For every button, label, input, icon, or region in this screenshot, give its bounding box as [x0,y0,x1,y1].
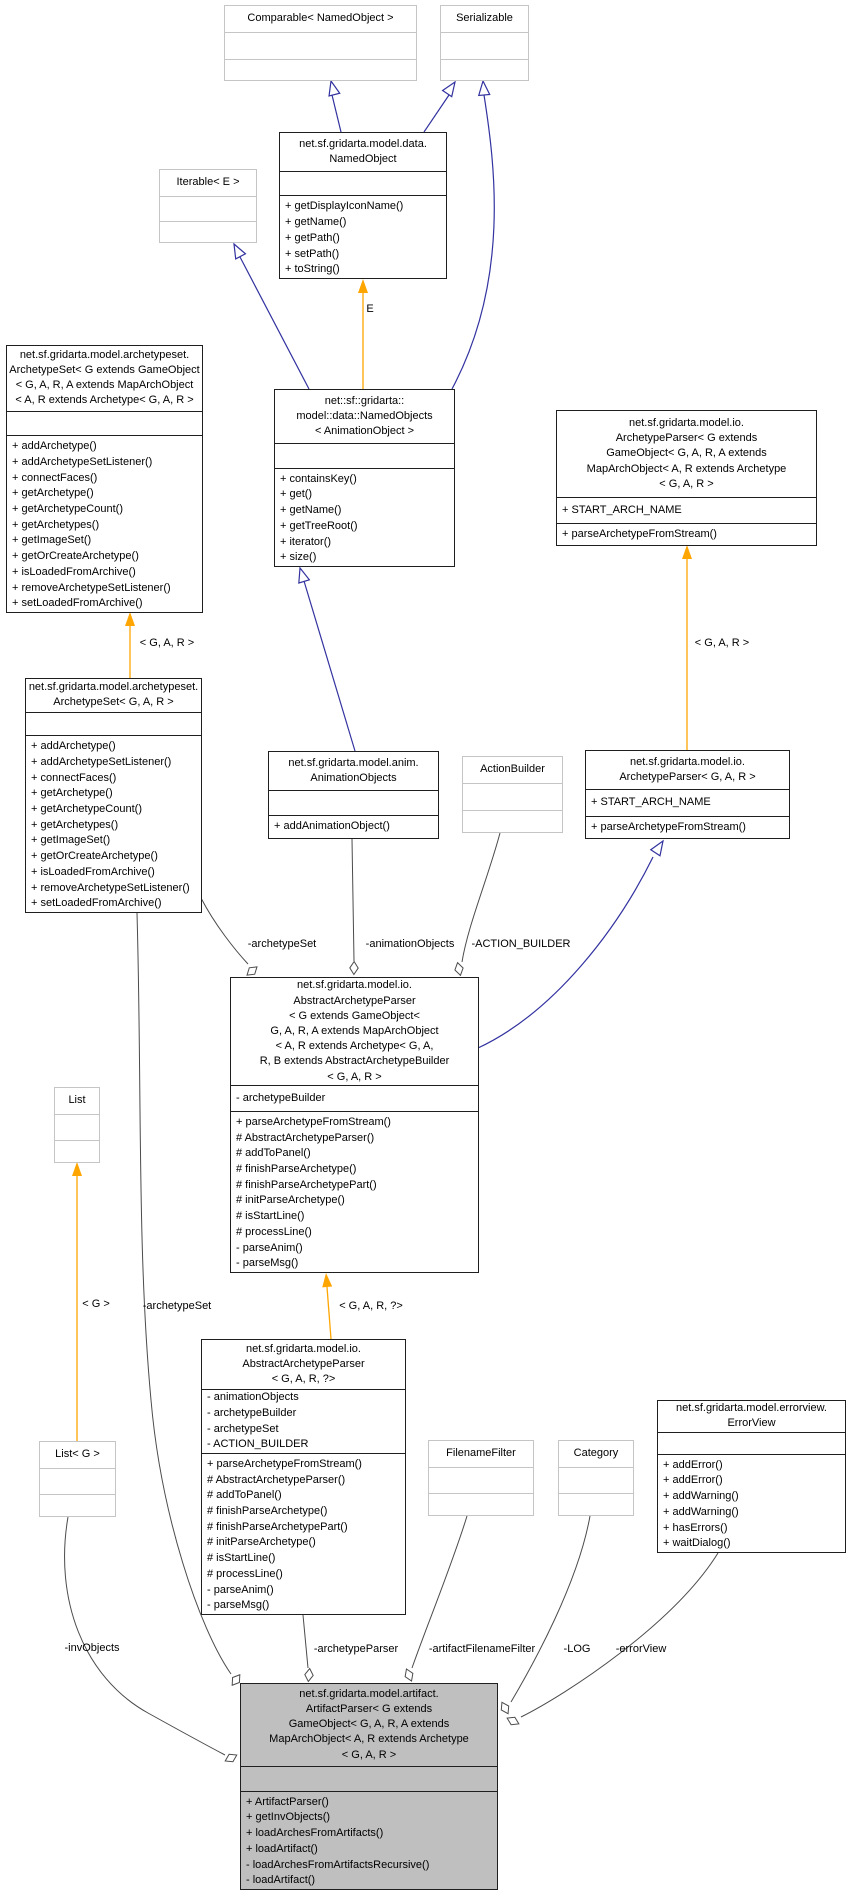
text-line: + containsKey() [280,472,357,485]
text-line: ErrorView [727,1417,776,1430]
text-line: net.sf.gridarta.model.artifact. [299,1687,439,1700]
text-line: + addArchetype() [31,740,116,753]
text-line: < G extends GameObject< [289,1009,420,1022]
text-line: - loadArtifact() [246,1874,316,1887]
class-title [160,170,256,196]
class-box-named-objects[interactable] [274,389,455,567]
template-arrow-icon [321,1273,332,1288]
edge-abstractparser-to-archetypeparser [478,857,653,1048]
text-line: < A, R extends Archetype< G, A, R > [15,394,194,407]
text-line: # finishParseArchetype() [207,1505,328,1518]
class-box-action-builder[interactable] [462,756,563,833]
text-line: + loadArtifact() [246,1842,318,1855]
text-line: model::data::NamedObjects [296,409,433,422]
class-methods [202,1453,405,1614]
text-line: + getArchetypes() [12,518,100,531]
edge-label-archetypeset: -archetypeSet [247,938,317,950]
edge-namedobject-to-serializable [424,95,449,132]
text-line: + getImageSet() [31,834,111,847]
text-line: # addToPanel() [207,1489,282,1502]
text-line: net.sf.gridarta.model.data. [299,138,427,150]
text-line: - parseMsg() [207,1599,270,1612]
class-attributes [160,196,256,221]
text-line: - archetypeSet [207,1422,279,1435]
class-attributes [658,1432,845,1454]
text-line: - animationObjects [207,1391,299,1404]
class-box-archetypeparser-interface[interactable] [556,410,817,546]
edge-label-artifactfilenamefilter: -artifactFilenameFilter [428,1643,536,1655]
text-line: # processLine() [207,1567,283,1580]
inheritance-arrow-icon [443,79,460,97]
class-methods [557,523,816,545]
text-line: + addError() [663,1474,723,1487]
aggregation-diamond-icon [453,962,464,977]
text-line: + iterator() [280,535,332,548]
text-line: + loadArchesFromArtifacts() [246,1827,384,1840]
text-line: # AbstractArchetypeParser() [236,1131,375,1144]
edge-namedobjects-to-serializable [452,95,494,389]
inheritance-arrow-icon [229,241,245,259]
text-line: + toString() [285,263,340,276]
text-line: net::sf::gridarta:: [324,394,405,407]
class-title [275,390,454,443]
text-line: ArtifactParser< G extends [305,1703,433,1716]
text-line: + getOrCreateArchetype() [31,850,158,863]
text-line: - parseAnim() [236,1241,303,1254]
text-line: # finishParseArchetype() [236,1163,357,1176]
text-line: + setPath() [285,247,340,260]
class-methods [586,816,789,838]
text-line: + getArchetypeCount() [31,803,142,816]
text-line: NamedObject [329,153,397,166]
text-line: AnimationObjects [310,772,397,784]
class-methods [231,1111,478,1272]
aggregation-diamond-icon [505,1714,520,1727]
text-line: MapArchObject< A, R extends Archetype [269,1733,469,1746]
text-line: ArchetypeSet< G, A, R > [53,696,174,709]
text-line: AbstractArchetypeParser [242,1357,365,1370]
text-line: + getPath() [285,231,340,244]
class-attributes [231,1085,478,1111]
class-methods [241,1791,497,1889]
text-line: + size() [280,551,317,564]
aggregation-diamond-icon [304,1668,314,1682]
class-title [7,346,202,411]
text-line: + isLoadedFromArchive() [12,565,136,578]
text-line: # finishParseArchetypePart() [207,1520,348,1533]
class-methods [160,221,256,242]
text-line: + getInvObjects() [246,1811,331,1824]
class-methods [559,1493,633,1515]
text-line: # processLine() [236,1225,312,1238]
text-line: # isStartLine() [207,1552,276,1565]
text-line: # initParseArchetype() [207,1536,316,1549]
text-line: < A, R extends Archetype< G, A, [275,1040,434,1053]
text-line: Category [573,1447,619,1460]
text-line: - loadArchesFromArtifactsRecursive() [246,1858,430,1871]
text-line: + addAnimationObject() [274,820,390,832]
class-attributes [225,32,416,59]
text-line: + get() [280,488,313,501]
class-box-archetypeset-interface[interactable] [6,345,203,613]
class-attributes [557,497,816,523]
text-line: - archetypeBuilder [207,1406,297,1419]
inheritance-arrow-icon [478,81,490,96]
class-title [269,752,438,790]
class-box-filename-filter[interactable] [428,1440,534,1516]
text-line: net.sf.gridarta.model.archetypeset. [19,348,190,361]
class-methods [269,815,438,838]
class-methods [26,735,201,912]
class-attributes [241,1766,497,1791]
text-line: List [68,1094,86,1107]
class-title [429,1441,533,1467]
class-title [441,6,528,32]
inheritance-arrow-icon [295,566,310,583]
edge-label-gar-right: < G, A, R > [694,637,750,649]
aggregation-diamond-icon [223,1751,238,1764]
text-line: + getArchetype() [31,787,113,800]
class-title [557,411,816,497]
edge-label-e: E [366,303,374,315]
class-methods [275,468,454,566]
text-line: + ArtifactParser() [246,1795,329,1808]
class-attributes [55,1114,99,1140]
class-title [202,1340,405,1389]
class-attributes [463,783,562,810]
class-methods [441,59,528,80]
edge-namedobject-to-comparable [332,95,341,132]
class-title [586,751,789,789]
text-line: net.sf.gridarta.model.io. [629,416,744,429]
class-title [241,1684,497,1766]
class-box-abstract-archetype-parser-instance[interactable] [201,1339,406,1615]
template-arrow-icon [358,279,368,293]
edge-label-archetypeparser: -archetypeParser [313,1643,399,1655]
template-arrow-icon [682,545,692,559]
class-methods [429,1493,533,1515]
usage-edges [65,833,718,1765]
text-line: G, A, R, A extends MapArchObject [270,1025,439,1038]
text-line: # isStartLine() [236,1210,305,1223]
text-line: + addArchetypeSetListener() [31,755,172,768]
class-box-category[interactable] [558,1440,634,1516]
text-line: + hasErrors() [663,1521,728,1534]
edge-label-gar-left: < G, A, R > [139,637,195,649]
edge-label-action-builder: -ACTION_BUILDER [471,938,571,950]
text-line: MapArchObject< A, R extends Archetype [586,462,787,475]
text-line: + getImageSet() [12,534,92,547]
text-line: # finishParseArchetypePart() [236,1178,377,1191]
text-line: + getOrCreateArchetype() [12,550,139,563]
class-title [658,1401,845,1432]
class-box-abstract-archetype-parser-template[interactable] [230,977,479,1273]
text-line: ArchetypeParser< G extends [615,432,758,445]
class-attributes [275,443,454,468]
edge-label-g: < G > [82,1298,110,1310]
class-box-list-g[interactable] [39,1441,116,1517]
text-line: + START_ARCH_NAME [591,796,711,809]
text-line: + addWarning() [663,1490,739,1503]
text-line: # AbstractArchetypeParser() [207,1473,346,1486]
aggregation-diamond-icon [403,1667,416,1682]
text-line: net.sf.gridarta.model.io. [297,979,412,992]
class-methods [55,1140,99,1162]
text-line: - parseMsg() [236,1257,299,1270]
text-line: + START_ARCH_NAME [562,503,682,516]
text-line: + addArchetype() [12,440,97,453]
text-line: < G, A, R > [341,1748,397,1761]
text-line: GameObject< G, A, R, A extends [288,1718,450,1731]
edge-animationobjects-to-namedobjects [304,581,355,751]
class-attributes [559,1467,633,1493]
edge-label-archetypeset-2: -archetypeSet [142,1300,212,1312]
inheritance-arrow-icon [326,80,340,96]
class-box-archetypeparser-instance[interactable] [585,750,790,839]
text-line: - ACTION_BUILDER [207,1438,309,1451]
class-attributes [586,789,789,816]
class-attributes [202,1389,405,1453]
class-attributes [280,171,446,195]
edge-label-log: -LOG [563,1643,591,1655]
class-methods [40,1494,115,1516]
edge-errorview-usage [521,1553,718,1717]
edge-label-garq: < G, A, R, ?> [339,1300,403,1312]
text-line: + connectFaces() [12,471,98,484]
template-arrow-icon [125,612,135,626]
edge-abstractparser-tpl [327,1287,331,1339]
edge-label-animationobjects: -animationObjects [365,938,455,950]
class-attributes [441,32,528,59]
class-box-archetypeset-instance[interactable] [25,678,202,913]
class-box-animation-objects[interactable] [268,751,439,839]
class-methods [463,810,562,832]
text-line: + waitDialog() [663,1537,731,1550]
text-line: ActionBuilder [480,763,545,776]
text-line: Iterable< E > [176,176,240,189]
edge-label-errorview: -errorView [615,1643,667,1655]
text-line: + getName() [285,216,347,229]
text-line: + parseArchetypeFromStream() [236,1115,391,1128]
text-line: < G, A, R, ?> [271,1373,336,1386]
text-line: + getName() [280,504,342,517]
text-line: < G, A, R, A extends MapArchObject [15,379,194,392]
text-line: net.sf.gridarta.model.archetypeset. [28,681,199,694]
text-line: < AnimationObject > [314,425,415,438]
text-line: net.sf.gridarta.model.anim. [288,756,419,769]
text-line: + isLoadedFromArchive() [31,865,155,878]
text-line: + addArchetypeSetListener() [12,455,153,468]
inheritance-arrow-icon [651,838,668,856]
class-title [40,1442,115,1468]
text-line: - archetypeBuilder [236,1091,326,1104]
text-line: net.sf.gridarta.model.io. [246,1342,361,1355]
text-line: < G, A, R > [659,477,714,490]
class-box-list[interactable] [54,1087,100,1163]
text-line: < G, A, R > [327,1070,382,1083]
class-attributes [40,1468,115,1494]
class-title [280,133,446,171]
class-title [225,6,416,32]
class-box-error-view[interactable] [657,1400,846,1553]
text-line: GameObject< G, A, R, A extends [606,447,767,460]
class-attributes [26,712,201,736]
text-line: Serializable [456,12,513,25]
text-line: + addError() [663,1458,723,1471]
text-line: # initParseArchetype() [236,1194,345,1207]
edge-label-invobjects: -invObjects [64,1642,120,1654]
text-line: net.sf.gridarta.model.io. [630,755,745,768]
class-title [26,679,201,712]
class-box-named-object[interactable] [279,132,447,279]
text-line: - parseAnim() [207,1583,274,1596]
text-line: net.sf.gridarta.model.errorview. [675,1402,827,1415]
text-line: + parseArchetypeFromStream() [207,1457,362,1470]
edge-category-usage [511,1516,590,1702]
text-line: + setLoadedFromArchive() [31,897,162,910]
aggregation-diamond-icon [350,961,359,974]
class-attributes [7,411,202,436]
class-box-serializable[interactable] [440,5,529,81]
edge-archetypeset-usage [201,898,248,964]
class-methods [658,1454,845,1552]
text-line: ArchetypeParser< G, A, R > [619,771,756,783]
text-line: + getArchetypeCount() [12,503,123,516]
text-line: + addWarning() [663,1505,739,1518]
class-box-iterable[interactable] [159,169,257,243]
aggregation-diamond-icon [498,1700,512,1715]
text-line: + getArchetypes() [31,818,119,831]
text-line: + getDisplayIconName() [285,200,404,213]
class-box-artifact-parser[interactable] [240,1683,498,1890]
class-attributes [429,1467,533,1493]
class-title [231,978,478,1085]
class-methods [225,59,416,80]
class-title [559,1441,633,1467]
text-line: + getTreeRoot() [280,519,358,532]
text-line: + setLoadedFromArchive() [12,597,143,610]
text-line: R, B extends AbstractArchetypeBuilder [259,1055,450,1068]
text-line: AbstractArchetypeParser [293,994,416,1007]
class-title [55,1088,99,1114]
text-line: + getArchetype() [12,487,94,500]
template-arrow-icon [72,1162,82,1176]
text-line: ArchetypeSet< G extends GameObject [9,364,200,377]
class-methods [7,435,202,612]
edge-archetypeparser-usage [303,1615,308,1668]
class-box-comparable[interactable] [224,5,417,81]
text-line: + parseArchetypeFromStream() [562,528,717,540]
class-title [463,757,562,783]
text-line: List< G > [55,1448,100,1461]
text-line: Comparable< NamedObject > [247,12,394,25]
class-attributes [269,790,438,815]
text-line: + removeArchetypeSetListener() [31,881,190,894]
text-line: + connectFaces() [31,771,117,784]
text-line: + removeArchetypeSetListener() [12,581,171,594]
text-line: + parseArchetypeFromStream() [591,821,746,833]
edge-animationobjects-usage [352,839,354,961]
text-line: FilenameFilter [446,1447,516,1460]
class-methods [280,195,446,278]
text-line: # addToPanel() [236,1147,311,1160]
